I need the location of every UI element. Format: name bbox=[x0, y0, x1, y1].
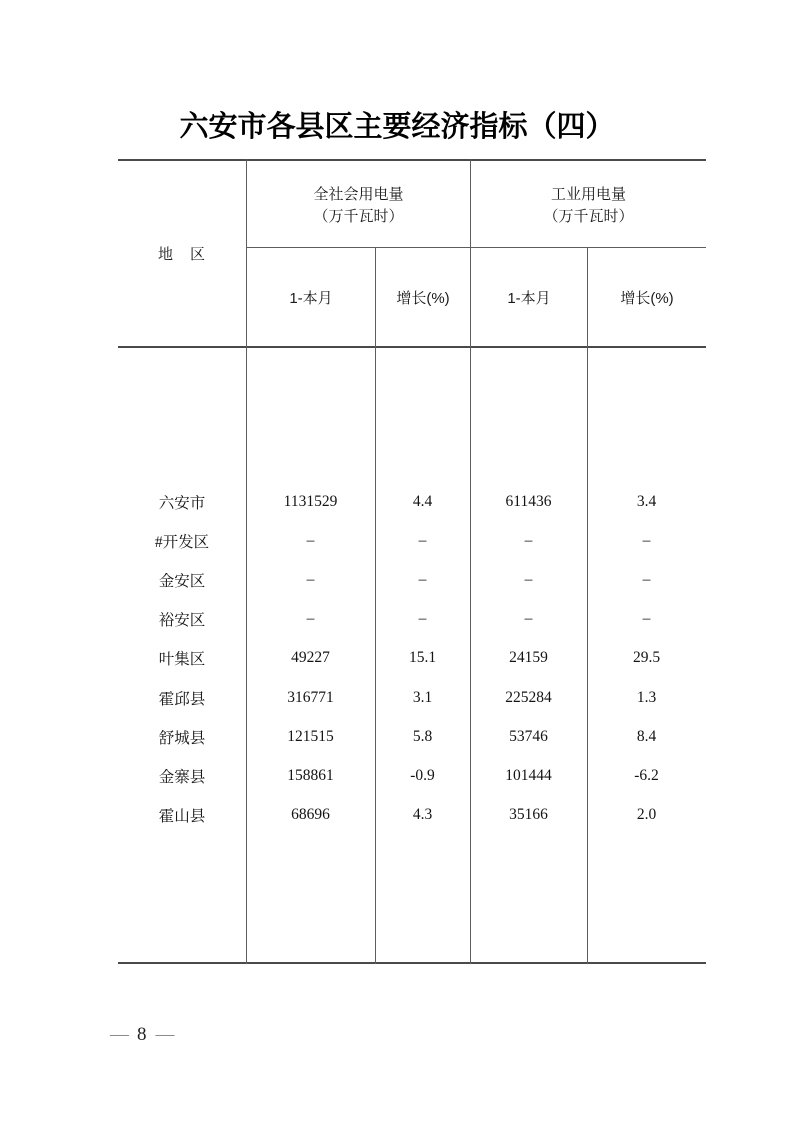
subheader-industrial-current-month: 1-本月 bbox=[507, 289, 551, 307]
value-cell: 225284 bbox=[505, 688, 552, 706]
group-header-unit: （万千瓦时） bbox=[543, 208, 634, 225]
value-cell: 4.3 bbox=[412, 806, 433, 824]
value-cell: – bbox=[524, 610, 533, 628]
value-cell: 101444 bbox=[505, 766, 552, 784]
value-cell: – bbox=[418, 570, 427, 588]
table-row bbox=[118, 796, 706, 835]
table-body bbox=[118, 348, 706, 962]
value-cell: 611436 bbox=[505, 492, 552, 510]
region-name: 裕安区 bbox=[158, 612, 206, 630]
page-number-dash: — bbox=[155, 1024, 174, 1045]
value-cell: -0.9 bbox=[410, 766, 435, 784]
value-cell: -6.2 bbox=[634, 766, 659, 784]
value-cell: 4.4 bbox=[412, 492, 433, 510]
value-cell: – bbox=[418, 531, 427, 549]
region-name: 霍邱县 bbox=[158, 690, 206, 708]
group-header-unit: （万千瓦时） bbox=[313, 208, 404, 225]
value-cell: 316771 bbox=[287, 688, 334, 706]
value-cell: 3.4 bbox=[636, 492, 657, 510]
value-cell: 8.4 bbox=[636, 727, 657, 745]
value-cell: 35166 bbox=[509, 806, 548, 824]
value-cell: 68696 bbox=[291, 806, 330, 824]
value-cell: 1131529 bbox=[283, 492, 338, 510]
group-header-industrial-electricity bbox=[471, 159, 706, 247]
value-cell: 49227 bbox=[291, 649, 330, 667]
value-cell: – bbox=[642, 610, 651, 628]
table-row bbox=[118, 482, 706, 521]
value-cell: – bbox=[306, 531, 315, 549]
table-row bbox=[118, 560, 706, 599]
table-row bbox=[118, 600, 706, 639]
value-cell: 2.0 bbox=[636, 806, 657, 824]
page-title: 六安市各县区主要经济指标（四） bbox=[179, 111, 615, 143]
value-cell: 3.1 bbox=[412, 688, 433, 706]
subheader-total-current-month: 1-本月 bbox=[289, 289, 333, 307]
page-number-value: 8 bbox=[137, 1024, 147, 1045]
group-header-title: 全社会用电量 bbox=[313, 186, 404, 203]
page-number-dash: — bbox=[110, 1024, 128, 1045]
value-cell: 24159 bbox=[509, 649, 548, 667]
value-cell: 53746 bbox=[509, 727, 548, 745]
region-name: 霍山县 bbox=[158, 808, 206, 826]
value-cell: – bbox=[306, 610, 315, 628]
subheader-industrial-growth: 增长(%) bbox=[620, 289, 674, 307]
value-cell: 29.5 bbox=[632, 649, 661, 667]
table-row bbox=[118, 678, 706, 717]
group-header-title: 工业用电量 bbox=[550, 186, 626, 203]
table-row bbox=[118, 717, 706, 756]
region-name: 六安市 bbox=[158, 494, 206, 512]
economic-indicators-table bbox=[118, 159, 706, 964]
table-row bbox=[118, 521, 706, 560]
value-cell: 158861 bbox=[287, 766, 334, 784]
region-name: 金寨县 bbox=[158, 768, 206, 786]
page-number bbox=[110, 1024, 174, 1046]
value-cell: – bbox=[524, 531, 533, 549]
subheader-total-growth: 增长(%) bbox=[396, 289, 450, 307]
region-name: 舒城县 bbox=[158, 729, 206, 747]
value-cell: 15.1 bbox=[408, 649, 437, 667]
region-name: 叶集区 bbox=[158, 651, 206, 669]
table-border-bottom bbox=[118, 962, 706, 964]
table-row bbox=[118, 639, 706, 678]
value-cell: – bbox=[642, 570, 651, 588]
value-cell: 5.8 bbox=[412, 727, 433, 745]
value-cell: – bbox=[642, 531, 651, 549]
value-cell: 1.3 bbox=[636, 688, 657, 706]
value-cell: – bbox=[306, 570, 315, 588]
region-name: #开发区 bbox=[154, 533, 210, 551]
value-cell: 121515 bbox=[287, 727, 334, 745]
region-name: 金安区 bbox=[158, 572, 206, 590]
region-column-header: 地 区 bbox=[157, 246, 206, 263]
table-row bbox=[118, 756, 706, 795]
value-cell: – bbox=[418, 610, 427, 628]
value-cell: – bbox=[524, 570, 533, 588]
group-header-total-electricity bbox=[247, 159, 470, 247]
